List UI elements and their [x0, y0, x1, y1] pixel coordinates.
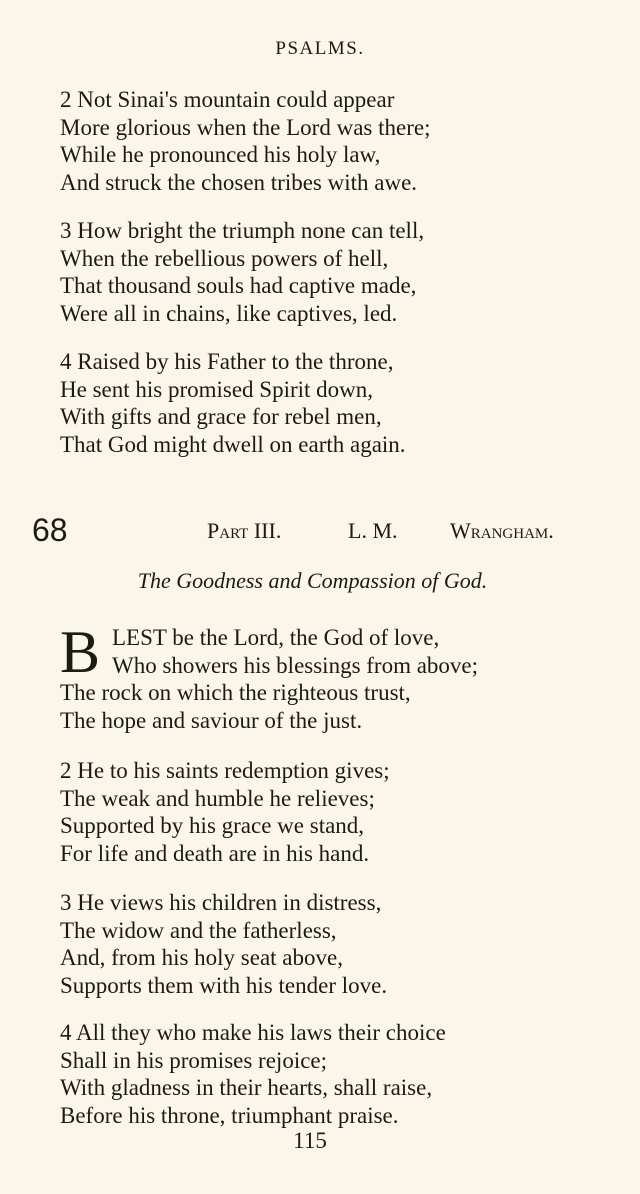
verse-line: 4 Raised by his Father to the throne,	[60, 349, 394, 374]
verse-line: That thousand souls had captive made,	[60, 273, 417, 298]
verse-line: The rock on which the righteous trust,	[60, 680, 411, 705]
verse-line: 4 All they who make his laws their choice	[60, 1020, 446, 1045]
stanza-3	[60, 889, 387, 999]
drop-cap: B	[60, 619, 101, 685]
hymn-part: Part III.	[207, 518, 282, 543]
stanza-4	[60, 1019, 446, 1129]
hymn-title: The Goodness and Compassion of God.	[137, 568, 488, 593]
verse-line: Before his throne, triumphant praise.	[60, 1102, 399, 1128]
verse-line: Shall in his promises rejoice;	[60, 1047, 328, 1073]
verse-line: He sent his promised Spirit down,	[60, 376, 374, 402]
hymn-header	[0, 512, 640, 552]
stanza-1	[60, 619, 479, 734]
verse-line: The widow and the fatherless,	[60, 917, 337, 943]
verse-line: 2 Not Sinai's mountain could appear	[60, 87, 395, 112]
verse-line: And, from his holy seat above,	[60, 945, 343, 970]
hymn-author: Wrangham.	[450, 518, 554, 543]
verse-line: Who showers his blessings from above;	[112, 652, 479, 678]
page-number: 115	[293, 1128, 327, 1153]
verse-line: Supported by his grace we stand,	[60, 813, 365, 838]
stanza-2	[60, 757, 390, 867]
verse-line: That God might dwell on earth again.	[60, 431, 406, 457]
verse-line: The weak and humble he relieves;	[60, 785, 375, 811]
verse-line: While he pronounced his holy law,	[60, 142, 381, 167]
hymn-meter: L. M.	[348, 518, 398, 543]
verse-line: When the rebellious powers of hell,	[60, 245, 389, 271]
stanza-prev-4	[60, 348, 406, 458]
verse-line: And struck the chosen tribes with awe.	[60, 169, 418, 195]
running-head: PSALMS.	[275, 38, 365, 59]
verse-line: With gifts and grace for rebel men,	[60, 404, 382, 429]
verse-line: More glorious when the Lord was there;	[60, 114, 431, 140]
stanza-prev-3	[60, 217, 424, 327]
verse-line: 3 How bright the triumph none can tell,	[60, 218, 425, 243]
verse-line: Supports them with his tender love.	[60, 972, 388, 998]
stanza-prev-2	[60, 86, 430, 196]
verse-line: For life and death are in his hand.	[60, 840, 370, 866]
verse-line: 2 He to his saints redemption gives;	[60, 758, 390, 783]
verse-line: The hope and saviour of the just.	[60, 707, 363, 733]
hymn-number: 68	[32, 512, 68, 548]
verse-line: Were all in chains, like captives, led.	[60, 300, 398, 326]
verse-line: LEST be the Lord, the God of love,	[112, 625, 440, 650]
verse-line: 3 He views his children in distress,	[60, 890, 382, 915]
verse-line: With gladness in their hearts, shall raise,	[60, 1075, 433, 1100]
